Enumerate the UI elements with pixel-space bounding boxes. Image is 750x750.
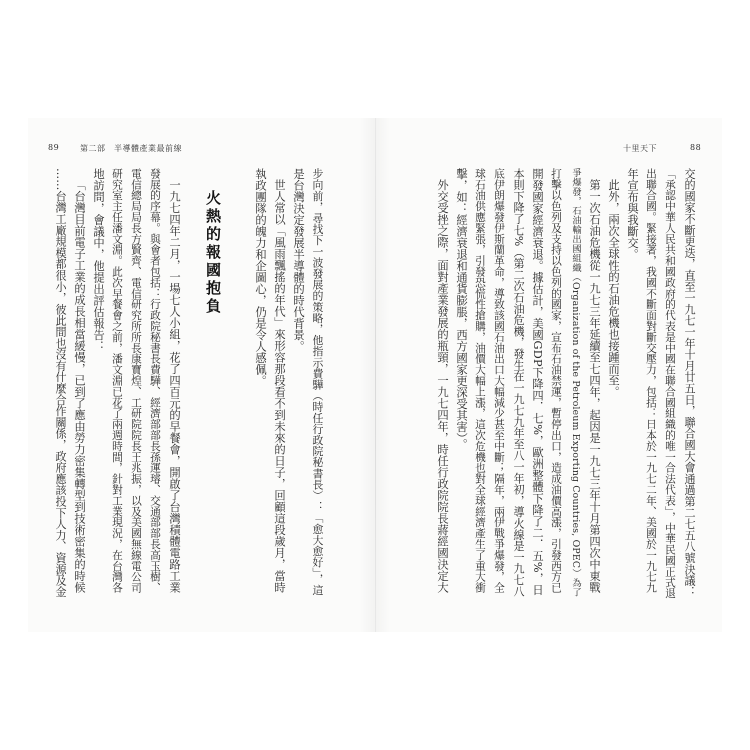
text-column: 一九七四年二月，一場七人小組，花了四百元的早餐會，開啟了台灣積體電路工業 [168,179,181,593]
text-column: 年宣布與我斷交。 [626,168,639,260]
text-column: 打擊以色列及支持以色列的國家，宣布石油禁運，暫停出口，造成油價高漲，引發西方已 [550,168,563,594]
text-column: 世人常以「風雨飄搖的年代」來形容那段看不到未來的日子，回顧這段歲月，當時 [273,179,286,593]
text-column: 研究室主任潘文淵。此次早餐會之前，潘文淵已花了兩週時間，針對工業現況，在台灣各 [111,168,124,594]
text-column: 開發國家經濟衰退。據估計，美國GDP下降四．七%，歐洲整體下降了二．五%，日 [531,168,544,596]
text-column: ……台灣工廠規模都很小，彼此間也沒有什麼合作關係，政府應該投下人力、資源及金 [54,168,67,598]
text-column: 本則下降了七%（第二次石油危機，發生在一九七九年至八一年初，導火線是一九七八 [512,168,525,597]
right-page-number: 88 [690,143,702,152]
left-page-number: 89 [48,143,60,152]
text-column: 出聯合國。緊接著，我國不斷面對斷交壓力，包括：日本於一九七二年、美國於一九七九 [645,168,658,594]
text-column: 底伊朗爆發伊斯蘭革命，導致該國石油出口大幅減少甚至中斷；隔年，兩伊戰爭爆發，全 [493,168,506,594]
book-gutter [375,118,376,632]
text-column: 第一次石油危機從一九七三年延續至七四年，起因是一九七三年十月第四次中東戰 [588,179,601,593]
text-column: 步向前，尋找下一波發展的策略，他指示費驊（時任行政院秘書長）：「愈大愈好」，這 [311,168,324,596]
text-column: 是台灣決定發展半導體的時代背景。 [292,168,305,352]
text-column: 爭爆發，石油輸出國組織（Organization of the Petroleum Exporting Countries, OPEC）為了 [570,168,581,597]
text-column: 電信總局局長方賢齊、電信研究所所長康寶煌、工研院院長王兆振，以及美國無線電公司 [130,168,143,594]
text-column: 「台灣目前電子工業的成長相當緩慢，已到了應由勞力密集轉型到技術密集的時候 [73,179,86,593]
text-column: 「承認中華人民共和國政府的代表是中國在聯合國組織的唯一合法代表」，中華民國正式退 [664,168,677,599]
text-column: 發展的序幕。與會者包括：行政院秘書長費驊、經濟部部長孫運璿、交通部部長高玉樹、 [149,168,162,594]
left-running-head: 第二部 半導體產業最前線 [80,144,182,153]
text-column: 此外，兩次全球性的石油危機也接踵而至。 [607,179,620,398]
text-column: 交的國家不斷更迭，直至一九七一年十月廿五日，聯合國大會通過第二七五八號決議： [683,168,696,598]
text-column: 外交受挫之際，面對產業發展的瓶頸，一九七四年，時任行政院院長蔣經國決定大 [436,179,449,593]
text-column: 擊，如：經濟衰退和通貨膨脹，西方國家更深受其害）。 [455,168,468,450]
text-column: 地訪問，會議中，他提出評估報告： [92,168,105,352]
text-column: 球石油供應緊張，引發恐慌性搶購，油價大幅上漲，這次危機也對全球經濟產生了重大衝 [474,168,487,594]
text-column: 執政團隊的魄力和企圖心，仍是令人感佩。 [254,168,267,387]
section-heading: 火熱的報國抱負 [204,190,222,316]
right-running-head: 十里天下 [623,144,657,153]
